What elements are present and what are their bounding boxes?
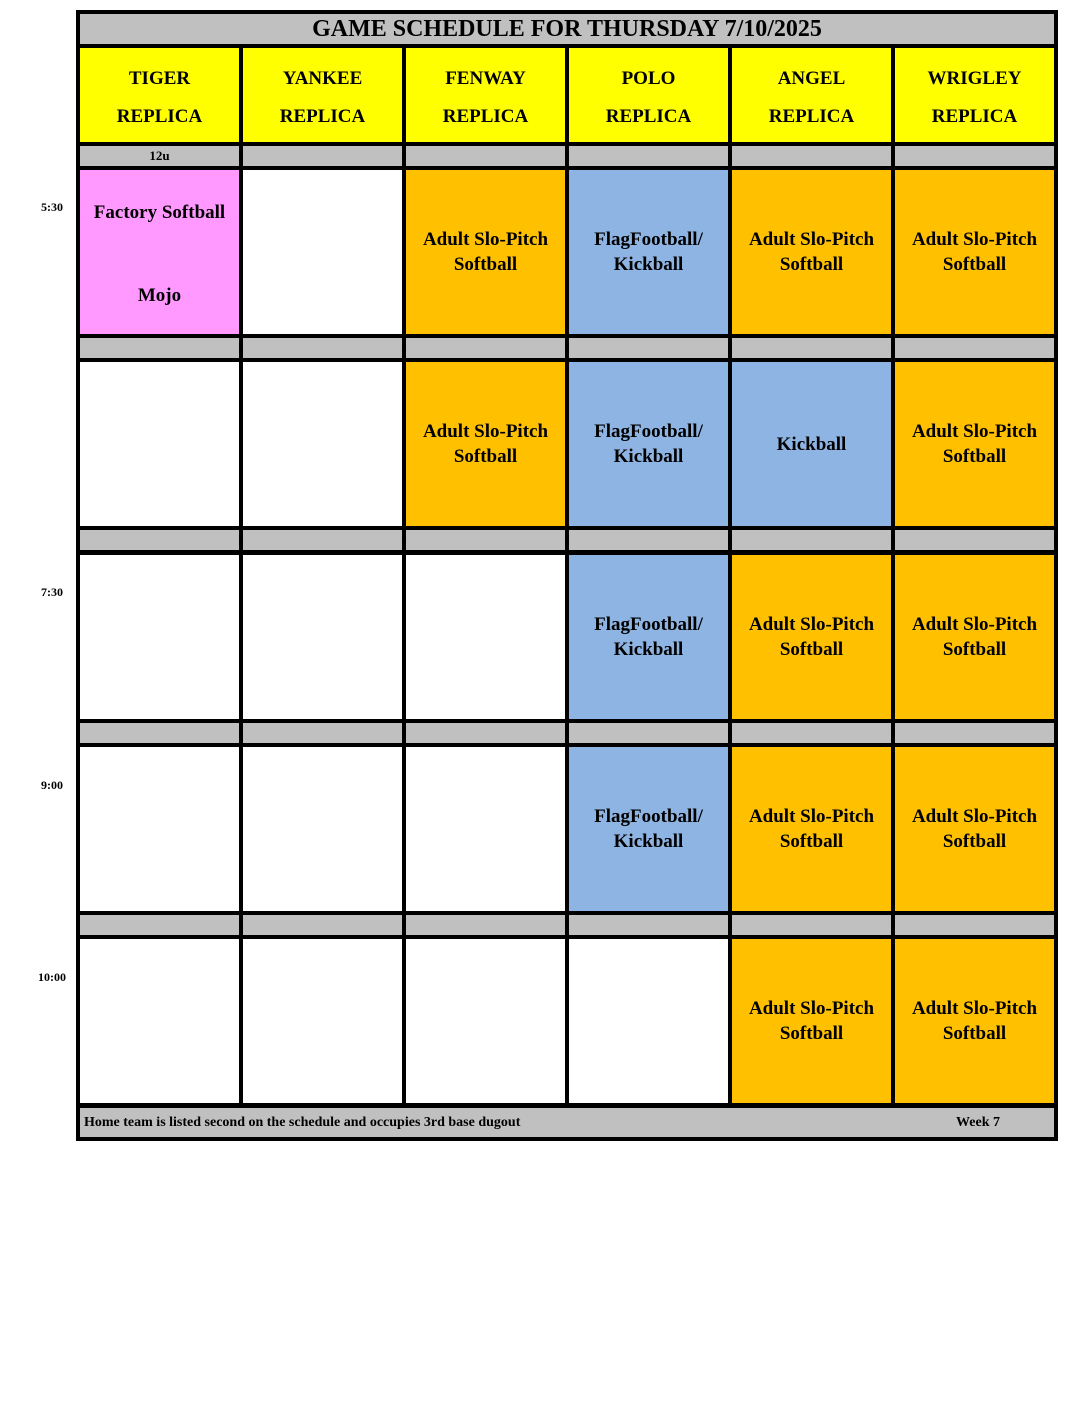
- field-subtitle: REPLICA: [279, 106, 366, 127]
- field-subtitle: REPLICA: [605, 106, 692, 127]
- game-label: [912, 804, 1037, 854]
- separator-cell: [732, 530, 891, 550]
- game-label-line2: Kickball: [613, 446, 684, 467]
- field-name: YANKEE: [282, 68, 363, 89]
- time-label: 10:00: [38, 970, 66, 984]
- game-label-line1: Adult Slo-Pitch: [911, 229, 1038, 250]
- age-group-label: 12u: [80, 146, 239, 166]
- game-label-line2: Kickball: [613, 831, 684, 852]
- game-label: [749, 996, 874, 1046]
- separator-cell: [895, 338, 1054, 358]
- separator-cell: [406, 338, 565, 358]
- separator-cell: [406, 915, 565, 935]
- game-slot: [406, 555, 565, 719]
- time-label: 9:00: [41, 778, 63, 792]
- game-slot: [569, 747, 728, 911]
- separator-cell: [80, 530, 239, 550]
- field-name: TIGER: [128, 68, 191, 89]
- game-label: [423, 419, 548, 469]
- separator-cell: [569, 915, 728, 935]
- game-slot: [243, 170, 402, 334]
- game-slot: [895, 555, 1054, 719]
- game-label-line2: Softball: [942, 831, 1007, 852]
- game-slot: [895, 362, 1054, 526]
- game-slot: [80, 362, 239, 526]
- game-label-line1: FlagFootball/: [594, 421, 703, 442]
- game-slot: [243, 747, 402, 911]
- game-slot: [80, 747, 239, 911]
- separator-cell: [406, 530, 565, 550]
- game-label-line1: Adult Slo-Pitch: [911, 614, 1038, 635]
- field-header-fenway: [406, 48, 565, 142]
- game-slot: [732, 170, 891, 334]
- game-slot: [406, 362, 565, 526]
- game-label-line1: Adult Slo-Pitch: [748, 614, 875, 635]
- separator-cell: [569, 530, 728, 550]
- game-slot: [243, 555, 402, 719]
- schedule-table: [76, 10, 1058, 1141]
- game-label: [912, 996, 1037, 1046]
- game-slot: [80, 555, 239, 719]
- separator-cell: [732, 338, 891, 358]
- separator-cell: [895, 146, 1054, 166]
- game-label-line2: Softball: [779, 831, 844, 852]
- game-label-line2: Softball: [942, 446, 1007, 467]
- game-slot: [243, 939, 402, 1103]
- game-label-line1: Adult Slo-Pitch: [748, 229, 875, 250]
- field-subtitle: REPLICA: [442, 106, 529, 127]
- separator-cell: [243, 338, 402, 358]
- game-label-line1: Adult Slo-Pitch: [422, 421, 549, 442]
- game-label-line1: Adult Slo-Pitch: [911, 421, 1038, 442]
- game-label-line2: Softball: [453, 254, 518, 275]
- game-label-line1: Adult Slo-Pitch: [748, 806, 875, 827]
- game-label: [749, 612, 874, 662]
- game-label: [912, 612, 1037, 662]
- time-label: 7:30: [41, 585, 63, 599]
- game-label-line1: Kickball: [776, 433, 847, 455]
- field-subtitle: REPLICA: [116, 106, 203, 127]
- game-label-line1: Adult Slo-Pitch: [911, 998, 1038, 1019]
- game-label-line2: Softball: [942, 639, 1007, 660]
- separator-cell: [732, 723, 891, 743]
- field-header-tiger: [80, 48, 239, 142]
- game-label: [594, 227, 703, 277]
- field-subtitle: REPLICA: [931, 106, 1018, 127]
- game-slot: [732, 747, 891, 911]
- game-label-line2: Softball: [779, 1023, 844, 1044]
- game-slot: [569, 170, 728, 334]
- game-label: [594, 804, 703, 854]
- separator-cell: [406, 723, 565, 743]
- week-label: Week 7: [956, 1114, 1000, 1130]
- game-label-line1: FlagFootball/: [594, 614, 703, 635]
- game-slot: [895, 747, 1054, 911]
- game-slot: [406, 747, 565, 911]
- game-label-line2: Softball: [779, 254, 844, 275]
- game-slot: [569, 555, 728, 719]
- game-label-line2: Softball: [942, 1023, 1007, 1044]
- field-header-polo: [569, 48, 728, 142]
- game-label: [912, 419, 1037, 469]
- game-label-line2: Mojo: [137, 285, 182, 306]
- separator-cell: [569, 723, 728, 743]
- field-header-angel: [732, 48, 891, 142]
- separator-cell: [569, 338, 728, 358]
- game-label-line2: Softball: [942, 254, 1007, 275]
- field-subtitle: REPLICA: [768, 106, 855, 127]
- game-label: [594, 419, 703, 469]
- separator-cell: [243, 146, 402, 166]
- field-name: POLO: [621, 68, 676, 89]
- separator-cell: [243, 723, 402, 743]
- separator-cell: [243, 915, 402, 935]
- game-slot: [569, 939, 728, 1103]
- time-label: 5:30: [41, 200, 63, 214]
- game-label-line1: FlagFootball/: [594, 229, 703, 250]
- game-label: [423, 227, 548, 277]
- separator-cell: [406, 146, 565, 166]
- separator-cell: [895, 915, 1054, 935]
- separator-cell: [80, 338, 239, 358]
- field-name: FENWAY: [445, 68, 526, 89]
- field-name: WRIGLEY: [927, 68, 1022, 89]
- game-label-line2: Kickball: [613, 639, 684, 660]
- game-label: [594, 612, 703, 662]
- field-header-wrigley: [895, 48, 1054, 142]
- separator-cell: [895, 723, 1054, 743]
- game-label: [749, 804, 874, 854]
- game-slot: [406, 170, 565, 334]
- separator-cell: [569, 146, 728, 166]
- game-slot: [732, 939, 891, 1103]
- game-slot: [80, 170, 239, 334]
- game-label: [912, 227, 1037, 277]
- field-header-yankee: [243, 48, 402, 142]
- game-slot: [895, 170, 1054, 334]
- home-team-note: Home team is listed second on the schedule and occupies 3rd base dugout: [84, 1114, 521, 1130]
- game-label-line1: Adult Slo-Pitch: [422, 229, 549, 250]
- game-label-line1: FlagFootball/: [594, 806, 703, 827]
- game-slot: [732, 555, 891, 719]
- game-label-line1: Adult Slo-Pitch: [748, 998, 875, 1019]
- game-label: [749, 227, 874, 277]
- separator-cell: [243, 530, 402, 550]
- game-label-line2: Softball: [453, 446, 518, 467]
- game-label-line1: Adult Slo-Pitch: [911, 806, 1038, 827]
- schedule-title: GAME SCHEDULE FOR THURSDAY 7/10/2025: [80, 14, 1054, 44]
- game-label-line2: Softball: [779, 639, 844, 660]
- game-slot: [243, 362, 402, 526]
- game-slot: [406, 939, 565, 1103]
- separator-cell: [80, 723, 239, 743]
- game-label-line1: Factory Softball: [93, 202, 226, 223]
- game-slot: [895, 939, 1054, 1103]
- schedule-footer: [80, 1108, 1054, 1137]
- separator-cell: [732, 915, 891, 935]
- game-label-line2: Kickball: [613, 254, 684, 275]
- separator-cell: [895, 530, 1054, 550]
- field-name: ANGEL: [777, 68, 846, 89]
- game-slot: [569, 362, 728, 526]
- game-label: [777, 432, 847, 457]
- separator-cell: [732, 146, 891, 166]
- game-slot: [732, 362, 891, 526]
- game-slot: [80, 939, 239, 1103]
- separator-cell: [80, 915, 239, 935]
